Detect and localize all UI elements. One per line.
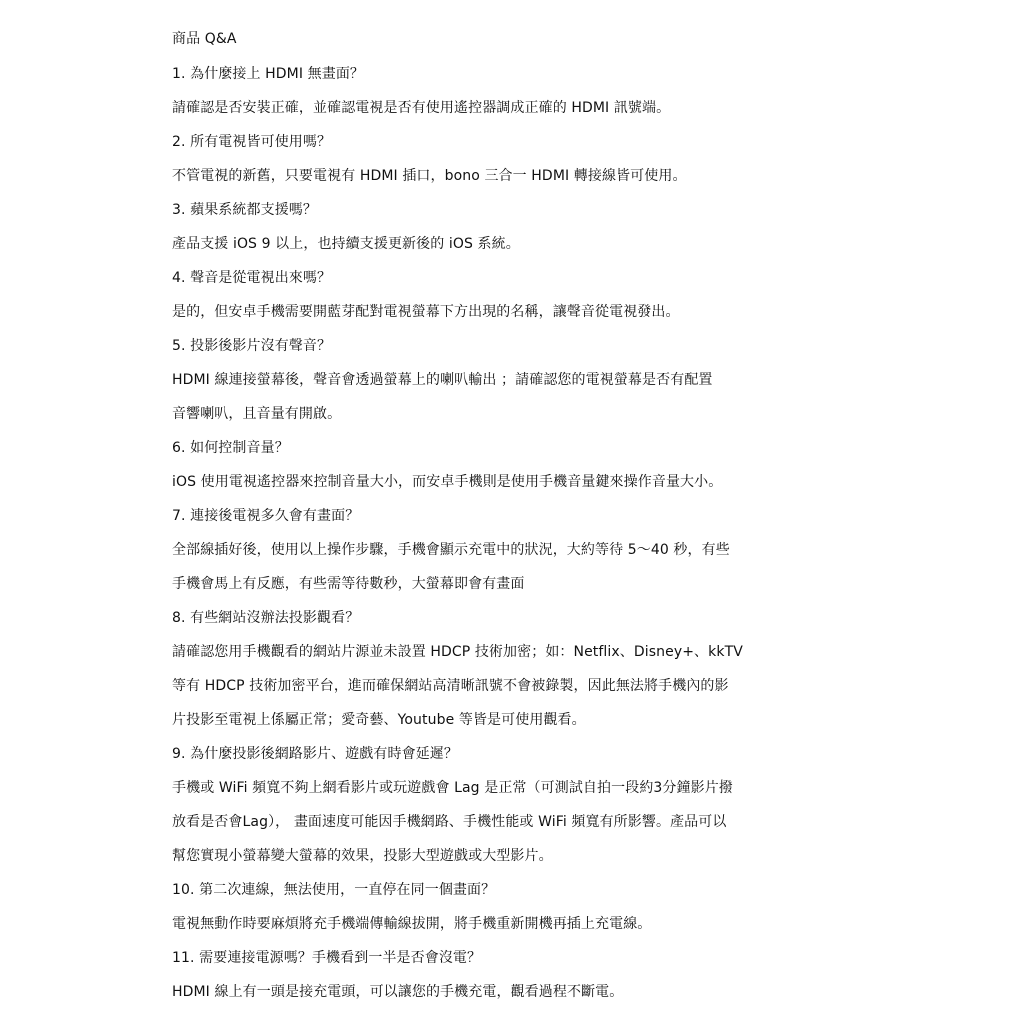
faq-document xyxy=(172,26,832,1013)
faq-answer-6-line-1: iOS 使用電視遙控器來控制音量大小，而安卓手機則是使用手機音量鍵來操作音量大小。 xyxy=(172,474,723,490)
faq-answer-11-line-1: HDMI 線上有一頭是接充電頭，可以讓您的手機充電，觀看過程不斷電。 xyxy=(172,984,624,1000)
faq-question-11: 11. 需要連接電源嗎？手機看到一半是否會沒電？ xyxy=(172,950,482,966)
faq-answer-9-line-2: 放看是否會Lag）， 畫面速度可能因手機網路、手機性能或 WiFi 頻寬有所影響。產品可以 xyxy=(172,814,727,830)
faq-item-5 xyxy=(172,333,832,435)
faq-item-6 xyxy=(172,435,832,503)
faq-answer-5-line-2: 音響喇叭，且音量有開啟。 xyxy=(172,406,342,422)
faq-answer-7-line-2: 手機會馬上有反應，有些需等待數秒，大螢幕即會有畫面 xyxy=(172,576,525,592)
faq-item-7 xyxy=(172,503,832,605)
faq-answer-10-line-1: 電視無動作時要麻煩將充手機端傳輸線拔開，將手機重新開機再插上充電線。 xyxy=(172,916,652,932)
faq-question-6: 6. 如何控制音量？ xyxy=(172,440,289,456)
faq-item-4 xyxy=(172,265,832,333)
faq-question-9: 9. 為什麼投影後網路影片、遊戲有時會延遲？ xyxy=(172,746,459,762)
document-title: 商品 Q&A xyxy=(172,31,237,47)
faq-answer-3-line-1: 產品支援 iOS 9 以上，也持續支援更新後的 iOS 系統。 xyxy=(172,236,520,252)
faq-question-5: 5. 投影後影片沒有聲音？ xyxy=(172,338,332,354)
faq-question-10: 10. 第二次連線，無法使用，一直停在同一個畫面？ xyxy=(172,882,496,898)
faq-item-8 xyxy=(172,605,832,741)
faq-answer-5-line-1: HDMI 線連接螢幕後，聲音會透過螢幕上的喇叭輸出 ；請確認您的電視螢幕是否有配置 xyxy=(172,372,713,388)
faq-item-1 xyxy=(172,61,832,129)
faq-answer-4-line-1: 是的，但安卓手機需要開藍芽配對電視螢幕下方出現的名稱，讓聲音從電視發出。 xyxy=(172,304,680,320)
faq-item-10 xyxy=(172,877,832,945)
faq-answer-8-line-1: 請確認您用手機觀看的網站片源並未設置 HDCP 技術加密；如：Netflix、Disney+、kkTV xyxy=(172,644,743,660)
faq-question-3: 3. 蘋果系統都支援嗎？ xyxy=(172,202,318,218)
faq-answer-7-line-1: 全部線插好後，使用以上操作步驟，手機會顯示充電中的狀況，大約等待 5～40 秒，有些 xyxy=(172,542,730,558)
faq-answer-9-line-3: 幫您實現小螢幕變大螢幕的效果，投影大型遊戲或大型影片。 xyxy=(172,848,553,864)
faq-answer-2-line-1: 不管電視的新舊，只要電視有 HDMI 插口，bono 三合一 HDMI 轉接線皆可使用。 xyxy=(172,168,687,184)
faq-question-8: 8. 有些網站沒辦法投影觀看？ xyxy=(172,610,360,626)
faq-answer-9-line-1: 手機或 WiFi 頻寬不夠上網看影片或玩遊戲會 Lag 是正常（可測試自拍一段約3分鐘影片撥 xyxy=(172,780,733,796)
faq-question-2: 2. 所有電視皆可使用嗎？ xyxy=(172,134,332,150)
faq-question-1: 1. 為什麼接上 HDMI 無畫面？ xyxy=(172,66,365,82)
faq-item-9 xyxy=(172,741,832,877)
faq-item-2 xyxy=(172,129,832,197)
faq-item-11 xyxy=(172,945,832,1013)
faq-answer-1-line-1: 請確認是否安裝正確，並確認電視是否有使用遙控器調成正確的 HDMI 訊號端。 xyxy=(172,100,671,116)
faq-question-4: 4. 聲音是從電視出來嗎？ xyxy=(172,270,332,286)
faq-answer-8-line-3: 片投影至電視上係屬正常；愛奇藝、Youtube 等皆是可使用觀看。 xyxy=(172,712,586,728)
faq-item-3 xyxy=(172,197,832,265)
faq-answer-8-line-2: 等有 HDCP 技術加密平台，進而確保網站高清晰訊號不會被錄製，因此無法將手機內的影 xyxy=(172,678,729,694)
faq-question-7: 7. 連接後電視多久會有畫面？ xyxy=(172,508,360,524)
